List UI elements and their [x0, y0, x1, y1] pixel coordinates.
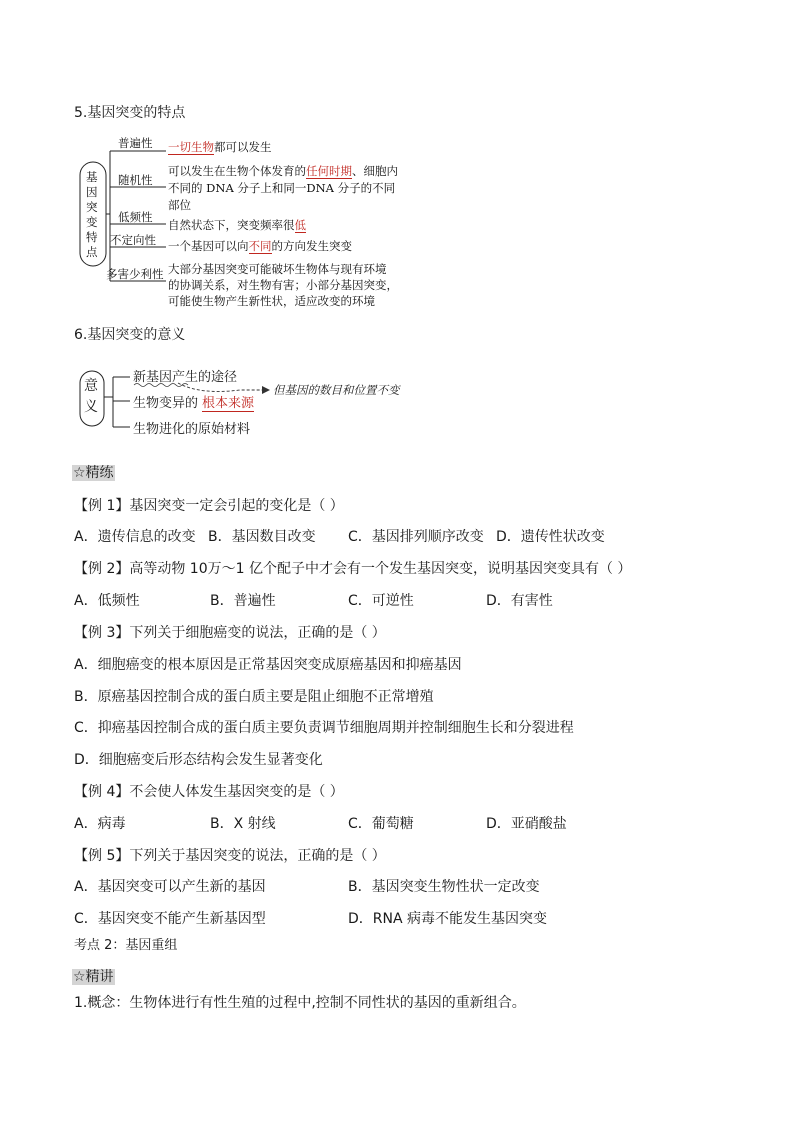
features-box-text: 基 因 突 变 特 点 [86, 170, 98, 259]
q1-option-a: A．遗传信息的改变 [74, 529, 196, 545]
q3-option-b: B．原癌基因控制合成的蛋白质主要是阻止细胞不正常增殖 [74, 689, 434, 705]
q4-option-b: B．X 射线 [210, 816, 276, 832]
significance-line-2: 生物变异的 根本来源 [133, 396, 255, 411]
q1-option-c: C．基因排列顺序改变 [348, 529, 484, 545]
label-mostly-harmful: 多害少利性 [106, 267, 164, 281]
row-non-directional-text: 一个基因可以向不同的方向发生突变 [168, 239, 352, 253]
concept-line: 1.概念：生物体进行有性生殖的过程中,控制不同性状的基因的重新组合。 [74, 995, 526, 1011]
q2-option-b: B．普遍性 [210, 593, 276, 609]
q3-option-a: A．细胞癌变的根本原因是正常基因突变成原癌基因和抑癌基因 [74, 657, 462, 673]
row-low-frequency-text: 自然状态下，突变频率很低 [168, 218, 306, 232]
q2-option-a: A．低频性 [74, 593, 140, 609]
section-6-title: 6.基因突变的意义 [74, 327, 186, 343]
practice-header: ☆精练 [73, 465, 114, 481]
q4-option-d: D．亚硝酸盐 [486, 816, 567, 832]
q5-option-b: B．基因突变生物性状一定改变 [348, 879, 540, 895]
q2-option-d: D．有害性 [486, 593, 553, 609]
significance-box-text: 意 义 [84, 378, 98, 415]
q4-stem: 【例 4】不会使人体发生基因突变的是（ ） [74, 784, 344, 800]
significance-line-1: 新基因产生的途径 [133, 370, 238, 385]
label-low-frequency: 低频性 [118, 210, 153, 224]
q3-stem: 【例 3】下列关于细胞癌变的说法，正确的是（ ） [74, 625, 386, 641]
q1-stem: 【例 1】基因突变一定会引起的变化是（ ） [74, 498, 344, 514]
handwritten-note: 但基因的数目和位置不变 [273, 383, 400, 397]
q5-option-a: A．基因突变可以产生新的基因 [74, 879, 266, 895]
label-randomness: 随机性 [118, 173, 153, 187]
row-randomness-text: 可以发生在生物个体发育的任何时期、细胞内 不同的 DNA 分子上和同一DNA 分子的不同 部位 [168, 164, 398, 212]
row-mostly-harmful-text: 大部分基因突变可能破坏生物体与现有环境 的协调关系，对生物有害；小部分基因突变， 可能使生物产生新性状，适应改变的环境 [168, 262, 398, 308]
q5-option-c: C．基因突变不能产生新基因型 [74, 911, 266, 927]
q4-option-c: C．葡萄糖 [348, 816, 414, 832]
q1-option-b: B．基因数目改变 [208, 529, 316, 545]
q4-option-a: A．病毒 [74, 816, 126, 832]
label-universality: 普遍性 [118, 136, 153, 150]
significance-line-3: 生物进化的原始材料 [133, 422, 251, 437]
q5-option-d: D．RNA 病毒不能发生基因突变 [348, 911, 548, 927]
jingjiang-header: ☆精讲 [73, 969, 114, 985]
row-universality-text: 一切生物都可以发生 [168, 140, 272, 154]
label-non-directional: 不定向性 [110, 233, 156, 247]
q5-stem: 【例 5】下列关于基因突变的说法，正确的是（ ） [74, 848, 386, 864]
q2-stem: 【例 2】高等动物 10万～1 亿个配子中才会有一个发生基因突变，说明基因突变具有（ ） [74, 561, 632, 577]
section-5-title: 5.基因突变的特点 [74, 105, 186, 121]
q1-option-d: D．遗传性状改变 [496, 529, 605, 545]
kaodian-2-heading: 考点 2：基因重组 [74, 938, 178, 953]
q3-option-d: D．细胞癌变后形态结构会发生显著变化 [74, 752, 323, 768]
q2-option-c: C．可逆性 [348, 593, 414, 609]
significance-lines [0, 0, 794, 440]
q3-option-c: C．抑癌基因控制合成的蛋白质主要负责调节细胞周期并控制细胞生长和分裂进程 [74, 720, 574, 736]
